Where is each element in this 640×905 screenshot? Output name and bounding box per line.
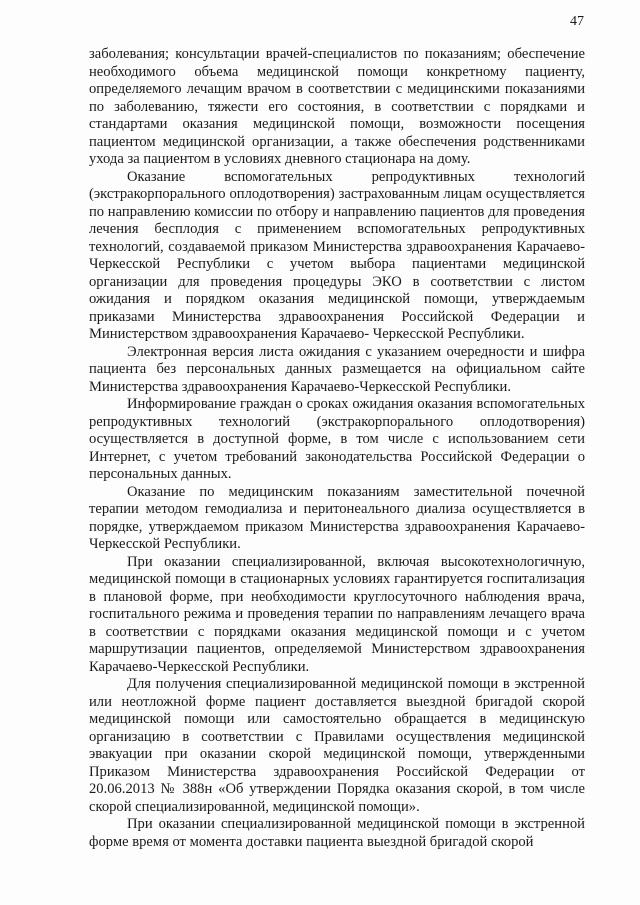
paragraph-6: При оказании специализированной, включая высокотехнологичную, медицинской помощи в стационарных условиях гарантируется госпитализация в плановой форме, при необходимости круглосуточного наблюдения врача, госпитального режима и проведения терапии по направлениям лечащего врача в соответствии с порядками оказания медицинской помощи и с учетом маршрутизации пациентов, определяемой Министерством здравоохранения Карачаево-Черкесской Республики. [89,553,585,675]
paragraph-1: заболевания; консультации врачей-специалистов по показаниям; обеспечение необходимого объема медицинской помощи конкретному пациенту, определяемого лечащим врачом в соответствии с медицинскими показаниями по заболеванию, тяжести его состояния, в соответствии с порядками и стандартами оказания медицинской помощи, возможности посещения пациентом медицинской организации, а также обеспечения родственниками ухода за пациентом в условиях дневного стационара на дому. [89,46,585,167]
paragraph-3: Электронная версия листа ожидания с указанием очередности и шифра пациента без персональных данных размещается на официальном сайте Министерства здравоохранения Карачаево-Черкесской Республики. [89,343,585,395]
paragraph-8: При оказании специализированной медицинской помощи в экстренной форме время от момента доставки пациента выездной бригадой скорой [89,816,585,850]
document-body [89,46,585,851]
page-number: 47 [570,14,584,29]
paragraph-5: Оказание по медицинским показаниям заместительной почечной терапии методом гемодиализа и перитонеального диализа осуществляется в порядке, утверждаемом приказом Министерства здравоохранения Карачаево-Черкесской Республики. [89,483,585,552]
paragraph-4: Информирование граждан о сроках ожидания оказания вспомогательных репродуктивных технологий (экстракорпорального оплодотворения) осуществляется в доступной форме, в том числе с использованием сети Интернет, с учетом требований законодательства Российской Федерации о персональных данных. [89,396,585,482]
paragraph-7: Для получения специализированной медицинской помощи в экстренной или неотложной форме пациент доставляется выездной бригадой скорой медицинской помощи или самостоятельно обращается в медицинскую организацию в соответствии с Правилами осуществления медицинской эвакуации при оказании скорой медицинской помощи, утвержденными Приказом Министерства здравоохранения Российской Федерации от 20.06.2013 № 388н «Об утверждении Порядка оказания скорой, в том числе скорой специализированной, медицинской помощи». [89,676,585,815]
paragraph-2: Оказание вспомогательных репродуктивных технологий (экстракорпорального оплодотворения) застрахованным лицам осуществляется по направлению комиссии по отбору и направлению пациентов для проведения лечения бесплодия с применением вспомогательных репродуктивных технологий, создаваемой приказом Министерства здравоохранения Карачаево-Черкесской Республики с учетом выбора пациентами медицинской организации для проведения процедуры ЭКО в соответствии с листом ожидания и порядком оказания медицинской помощи, утверждаемым приказами Министерства здравоохранения Российской Федерации и Министерством здравоохранения Карачаево- Черкесской Республики. [89,168,585,342]
